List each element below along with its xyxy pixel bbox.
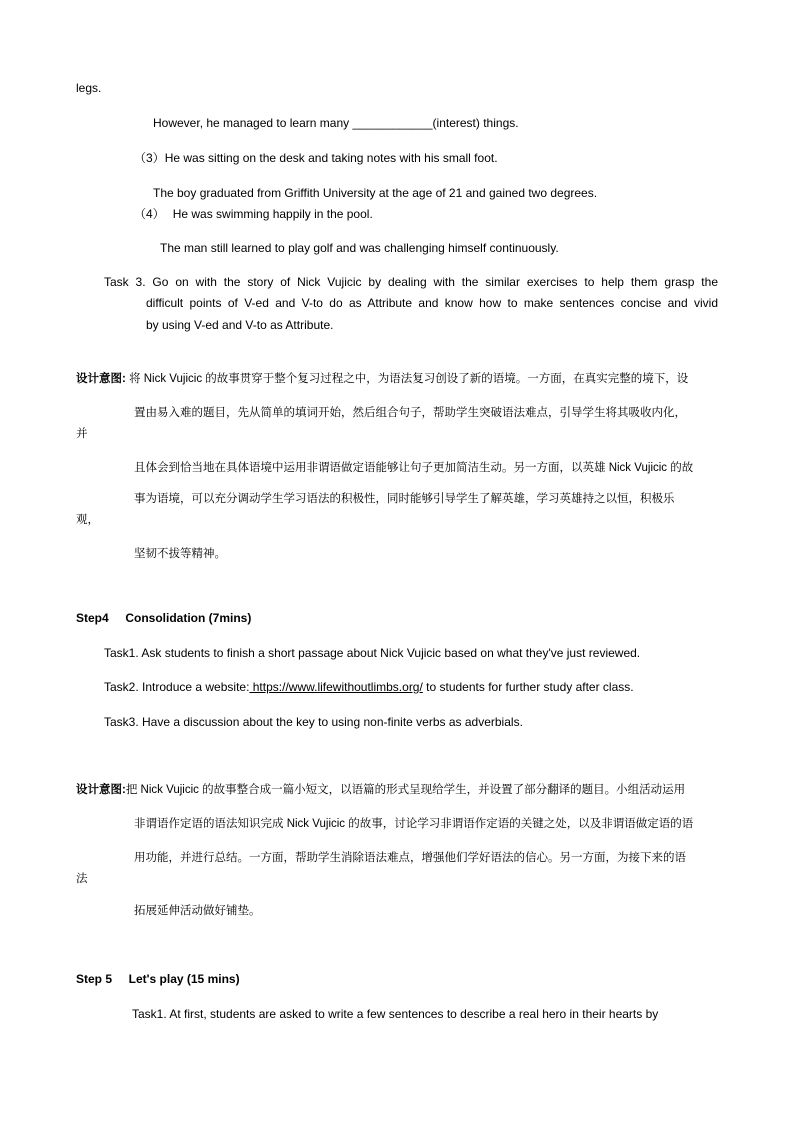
design-intent-2-wrap-3: 法 xyxy=(76,873,88,885)
design-intent-2-line-4: 拓展延伸活动做好铺垫。 xyxy=(134,905,261,917)
design-intent-1-wrap-2: 并 xyxy=(76,428,88,440)
item-4 xyxy=(134,206,373,222)
however-sentence xyxy=(153,115,519,131)
however-post: (interest) things. xyxy=(432,116,519,130)
design-intent-1-wrap-4: 观， xyxy=(76,514,99,526)
item-4-number: （4） xyxy=(134,207,165,221)
design-intent-label: 设计意图: xyxy=(76,784,126,796)
design-intent-2-line-2: 非谓语作定语的语法知识完成 Nick Vujicic 的故事，讨论学习非谓语作定语的关键之处，以及非谓语做定语的语 xyxy=(134,818,694,830)
step5-heading: Step 5 Let's play (15 mins) xyxy=(76,972,240,986)
task3-line-3: by using V-ed and V-to as Attribute. xyxy=(146,318,334,332)
design-intent-1-line-1 xyxy=(76,371,688,387)
design-intent-label: 设计意图: xyxy=(76,373,126,385)
step4-task3: Task3. Have a discussion about the key to using non-finite verbs as adverbials. xyxy=(104,715,523,729)
step4-task2 xyxy=(104,679,634,695)
step4-task2-pre: Task2. Introduce a website: xyxy=(104,680,250,694)
design-intent-1-line-2: 置由易入难的题目，先从简单的填词开始，然后组合句子，帮助学生突破语法难点，引导学生将其吸收内化， xyxy=(134,407,686,419)
fill-blank: ____________ xyxy=(352,116,433,130)
item-3-text: He was sitting on the desk and taking notes with his small foot. xyxy=(164,151,498,165)
design-intent-2-line-3: 用功能，并进行总结。一方面，帮助学生消除语法难点，增强他们学好语法的信心。另一方面，为接下来的语 xyxy=(134,852,686,864)
design-intent-1-text-1: 将 Nick Vujicic 的故事贯穿于整个复习过程之中，为语法复习创设了新的语境。一方面，在真实完整的境下，设 xyxy=(129,373,689,385)
item-3 xyxy=(134,150,498,166)
item-4-text: He was swimming happily in the pool. xyxy=(172,207,373,221)
item-3-number: （3） xyxy=(134,151,165,165)
step5-task1: Task1. At first, students are asked to write a few sentences to describe a real hero in their hearts by xyxy=(132,1007,659,1021)
item-4-follow: The man still learned to play golf and was challenging himself continuously. xyxy=(160,241,559,255)
step4-heading: Step4 Consolidation (7mins) xyxy=(76,611,252,625)
text-legs: legs. xyxy=(76,81,102,95)
item-3-follow: The boy graduated from Griffith University at the age of 21 and gained two degrees. xyxy=(153,186,598,200)
task3-line-1: Task 3. Go on with the story of Nick Vujicic by dealing with the similar exercises to help them grasp the xyxy=(104,275,718,289)
task3-line-2: difficult points of V-ed and V-to do as Attribute and know how to make sentences concise and vivid xyxy=(146,296,718,310)
design-intent-2-line-1 xyxy=(76,782,685,798)
however-pre: However, he managed to learn many xyxy=(153,116,353,130)
design-intent-1-line-5: 坚韧不拔等精神。 xyxy=(134,548,226,560)
website-link[interactable]: https://www.lifewithoutlimbs.org/ xyxy=(249,680,423,694)
design-intent-1-line-3: 且体会到恰当地在具体语境中运用非谓语做定语能够让句子更加简洁生动。另一方面，以英雄 Nick Vujicic 的故 xyxy=(134,462,694,474)
design-intent-1-line-4: 事为语境，可以充分调动学生学习语法的积极性，同时能够引导学生了解英雄，学习英雄持之以恒，积极乐 xyxy=(134,493,675,505)
step4-task1: Task1. Ask students to finish a short passage about Nick Vujicic based on what they've just reviewed. xyxy=(104,646,641,660)
step4-task2-post: to students for further study after class. xyxy=(422,680,634,694)
design-intent-2-text-1: 把 Nick Vujicic 的故事整合成一篇小短文，以语篇的形式呈现给学生，并设置了部分翻译的题目。小组活动运用 xyxy=(125,784,686,796)
